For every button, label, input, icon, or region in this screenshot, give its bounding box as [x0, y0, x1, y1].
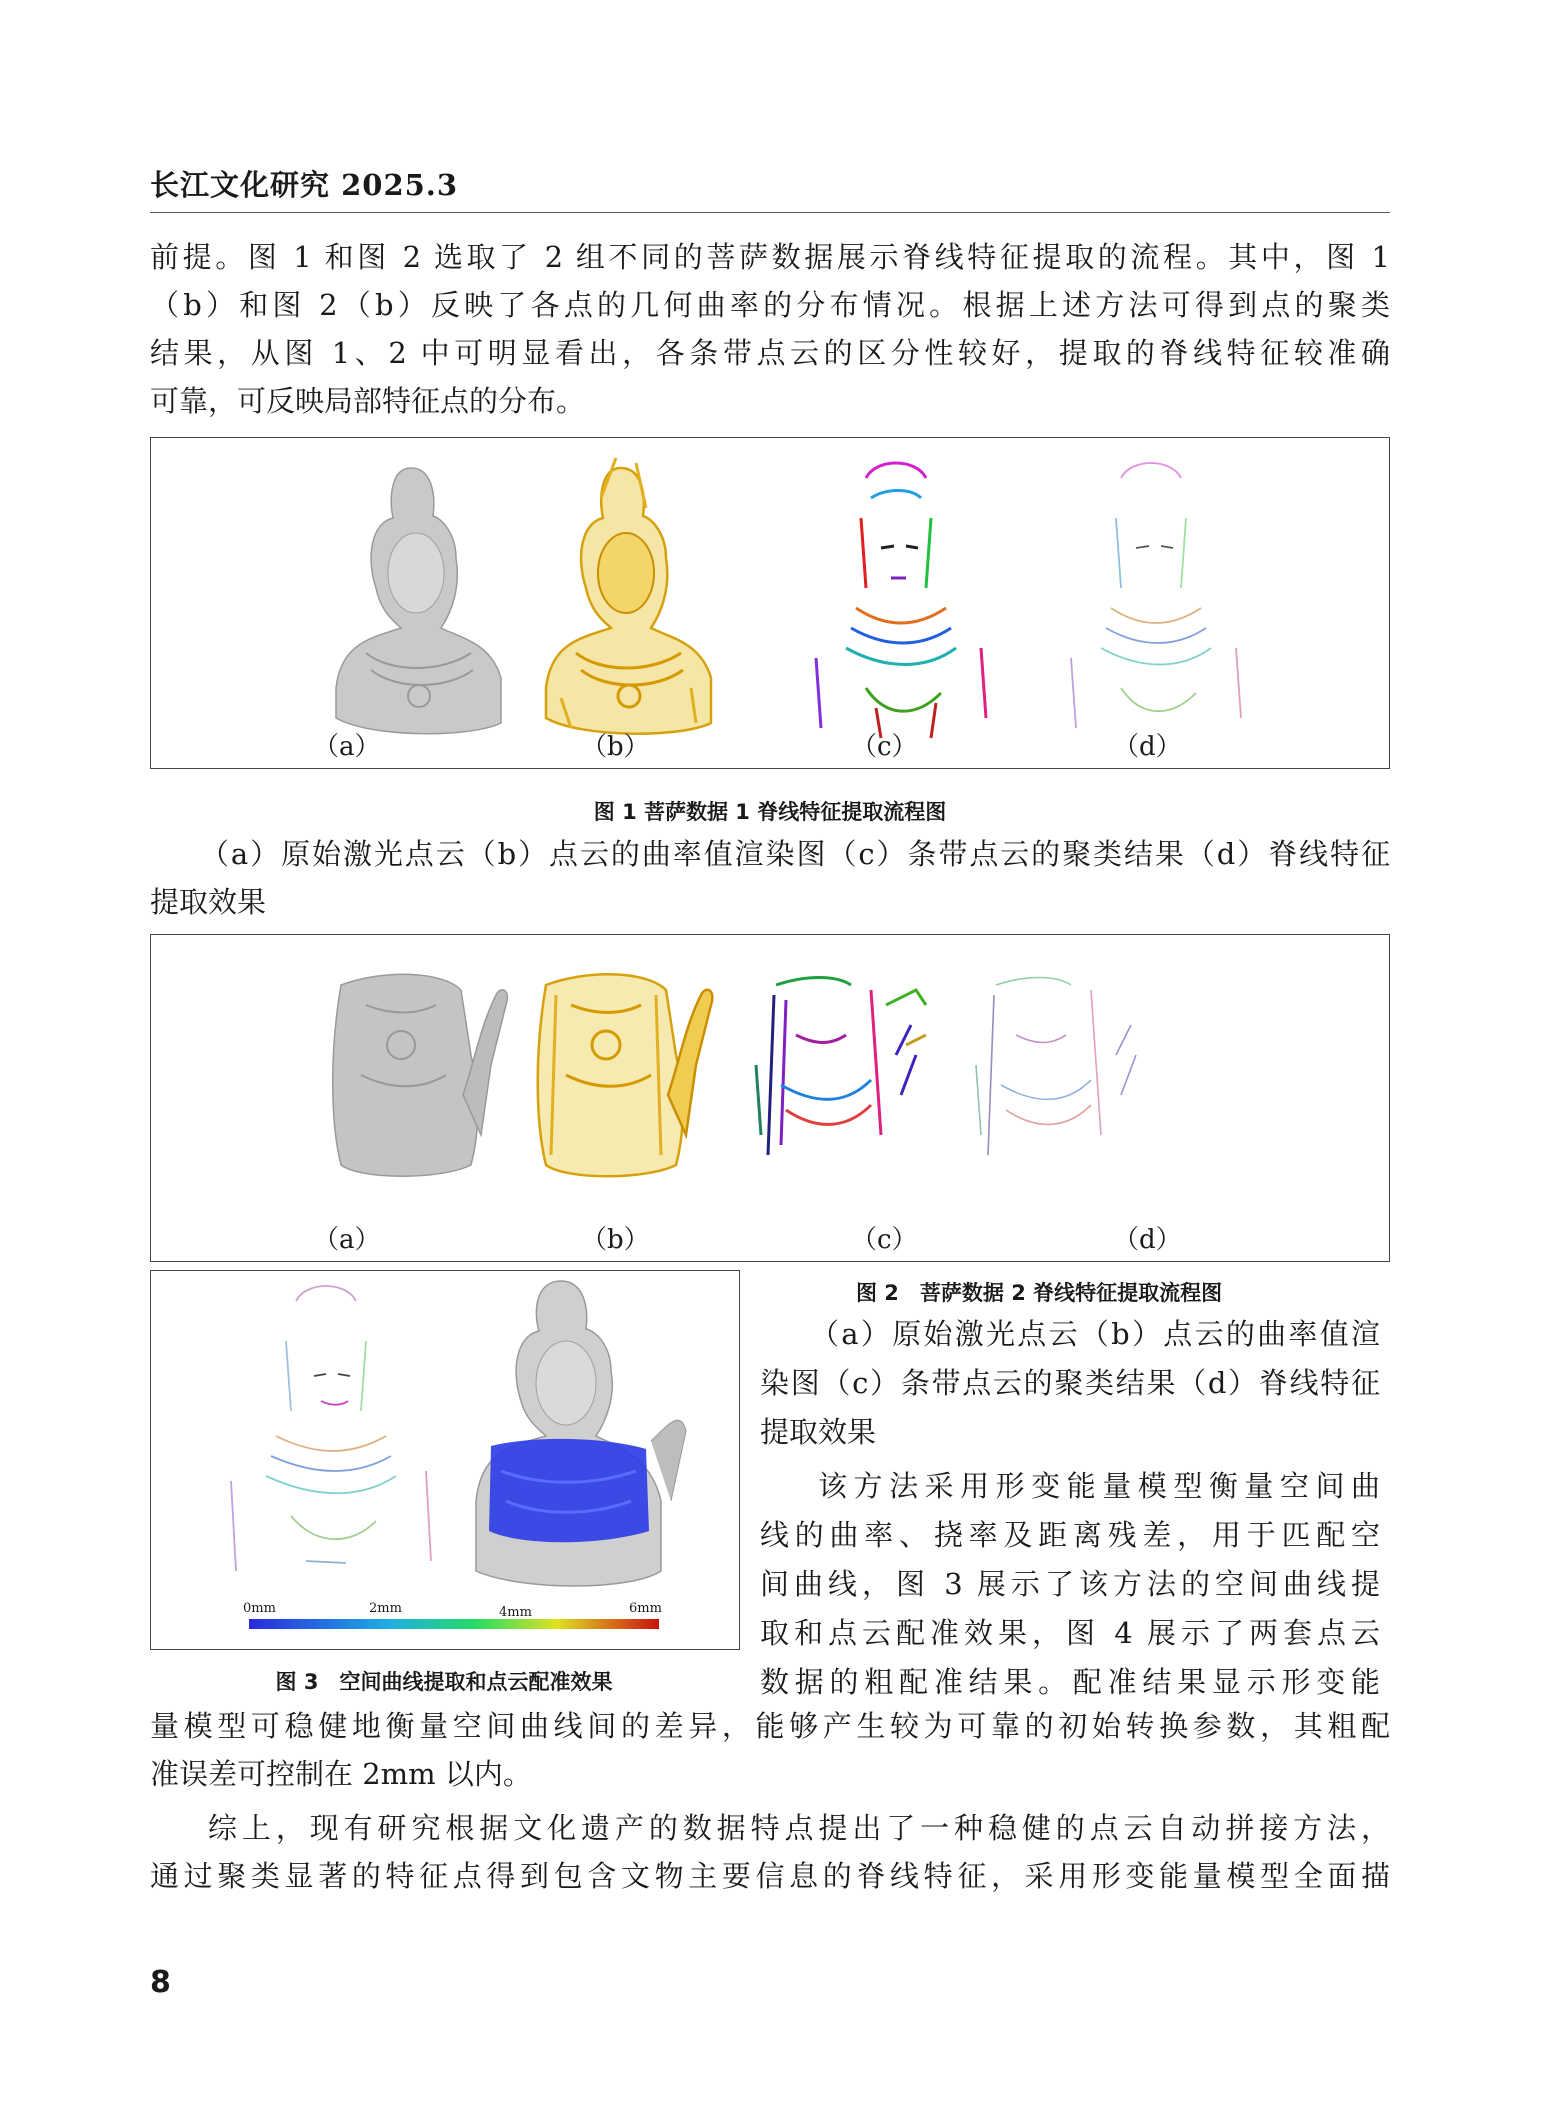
side-line-3: 间曲线，图 3 展示了该方法的空间曲线提: [760, 1567, 1380, 1601]
intro-paragraph: [150, 233, 1390, 425]
fig1-ridge-lines: [1071, 463, 1241, 728]
side-line-2: 线的曲率、挠率及距离残差，用于匹配空: [760, 1518, 1380, 1552]
fig1-clusters: [816, 463, 986, 738]
intro-line-3: 结果，从图 1、2 中可明显看出，各条带点云的区分性较好，提取的脊线特征较准确: [150, 336, 1390, 370]
figure-1-caption: [150, 830, 1390, 926]
side-paragraph: [760, 1462, 1380, 1707]
page-number: 8: [150, 1965, 171, 2000]
colorbar-tick-2: 2mm: [369, 1601, 402, 1616]
figure-1-box: [150, 437, 1390, 769]
cont-line-1: 量模型可稳健地衡量空间曲线间的差异，能够产生较为可靠的初始转换参数，其粗配: [150, 1709, 1390, 1743]
figure-2-title: 图 2 菩萨数据 2 脊线特征提取流程图: [856, 1281, 1223, 1305]
fig2-ridge-lines: [976, 978, 1136, 1156]
summary-paragraph: [150, 1804, 1390, 1900]
fig3-registered-statue: [476, 1281, 686, 1586]
fig2-caption-line-1: （a）原始激光点云（b）点云的曲率值渲: [810, 1317, 1380, 1351]
intro-line-2: （b）和图 2（b）反映了各点的几何曲率的分布情况。根据上述方法可得到点的聚类: [150, 288, 1390, 322]
fig1-caption-line-1: （a）原始激光点云（b）点云的曲率值渲染图（c）条带点云的聚类结果（d）脊线特征: [200, 837, 1390, 871]
summary-line-2: 通过聚类显著的特征点得到包含文物主要信息的脊线特征，采用形变能量模型全面描: [150, 1859, 1390, 1893]
side-line-5: 数据的粗配准结果。配准结果显示形变能: [760, 1665, 1380, 1699]
colorbar-tick-6: 6mm: [629, 1601, 662, 1616]
side-line-1: 该方法采用形变能量模型衡量空间曲: [818, 1469, 1380, 1503]
colorbar-tick-0: 0mm: [243, 1601, 276, 1616]
fig2-torso-curvature: [538, 974, 713, 1176]
fig1-statue-gray: [336, 468, 501, 734]
cont-line-2: 准误差可控制在 2mm 以内。: [150, 1757, 532, 1791]
side-line-4: 取和点云配准效果，图 4 展示了两套点云: [760, 1616, 1380, 1650]
figure-3-images: [151, 1271, 739, 1649]
fig1-label-a: （a）: [313, 732, 381, 762]
figure-3-box: [150, 1270, 740, 1650]
fig1-label-c: （c）: [851, 732, 918, 762]
fig2-caption-line-2: 染图（c）条带点云的聚类结果（d）脊线特征: [760, 1366, 1380, 1400]
summary-line-1: 综上，现有研究根据文化遗产的数据特点提出了一种稳健的点云自动拼接方法，: [208, 1811, 1390, 1845]
fig2-torso-gray: [333, 974, 508, 1176]
fig2-clusters: [756, 978, 926, 1156]
fig1-label-b: （b）: [581, 732, 650, 762]
fig2-label-a: （a）: [313, 1225, 381, 1255]
continuation-paragraph: [150, 1702, 1390, 1798]
journal-header: 长江文化研究 2025.3: [150, 168, 459, 202]
figure-2-box: [150, 934, 1390, 1262]
figure-1-images: [151, 438, 1389, 768]
figure-1-title: 图 1 菩萨数据 1 脊线特征提取流程图: [593, 800, 947, 824]
fig1-statue-curvature: [546, 458, 711, 734]
fig2-label-d: （d）: [1113, 1225, 1182, 1255]
fig3-ridge-statue: [231, 1286, 431, 1571]
figure-3-title: 图 3 空间曲线提取和点云配准效果: [275, 1670, 613, 1694]
fig2-label-c: （c）: [851, 1225, 918, 1255]
fig1-caption-line-2: 提取效果: [150, 885, 267, 919]
intro-line-4: 可靠，可反映局部特征点的分布。: [150, 384, 586, 418]
intro-line-1: 前提。图 1 和图 2 选取了 2 组不同的菩萨数据展示脊线特征提取的流程。其中，图 1: [150, 240, 1390, 274]
fig3-colorbar: [249, 1619, 659, 1629]
colorbar-tick-4: 4mm: [499, 1605, 532, 1620]
figure-2-images: [151, 935, 1389, 1261]
fig2-caption-line-3: 提取效果: [760, 1415, 877, 1449]
fig1-label-d: （d）: [1113, 732, 1182, 762]
header-rule: [150, 212, 1390, 213]
figure-2-caption: [760, 1310, 1380, 1457]
fig2-label-b: （b）: [581, 1225, 650, 1255]
